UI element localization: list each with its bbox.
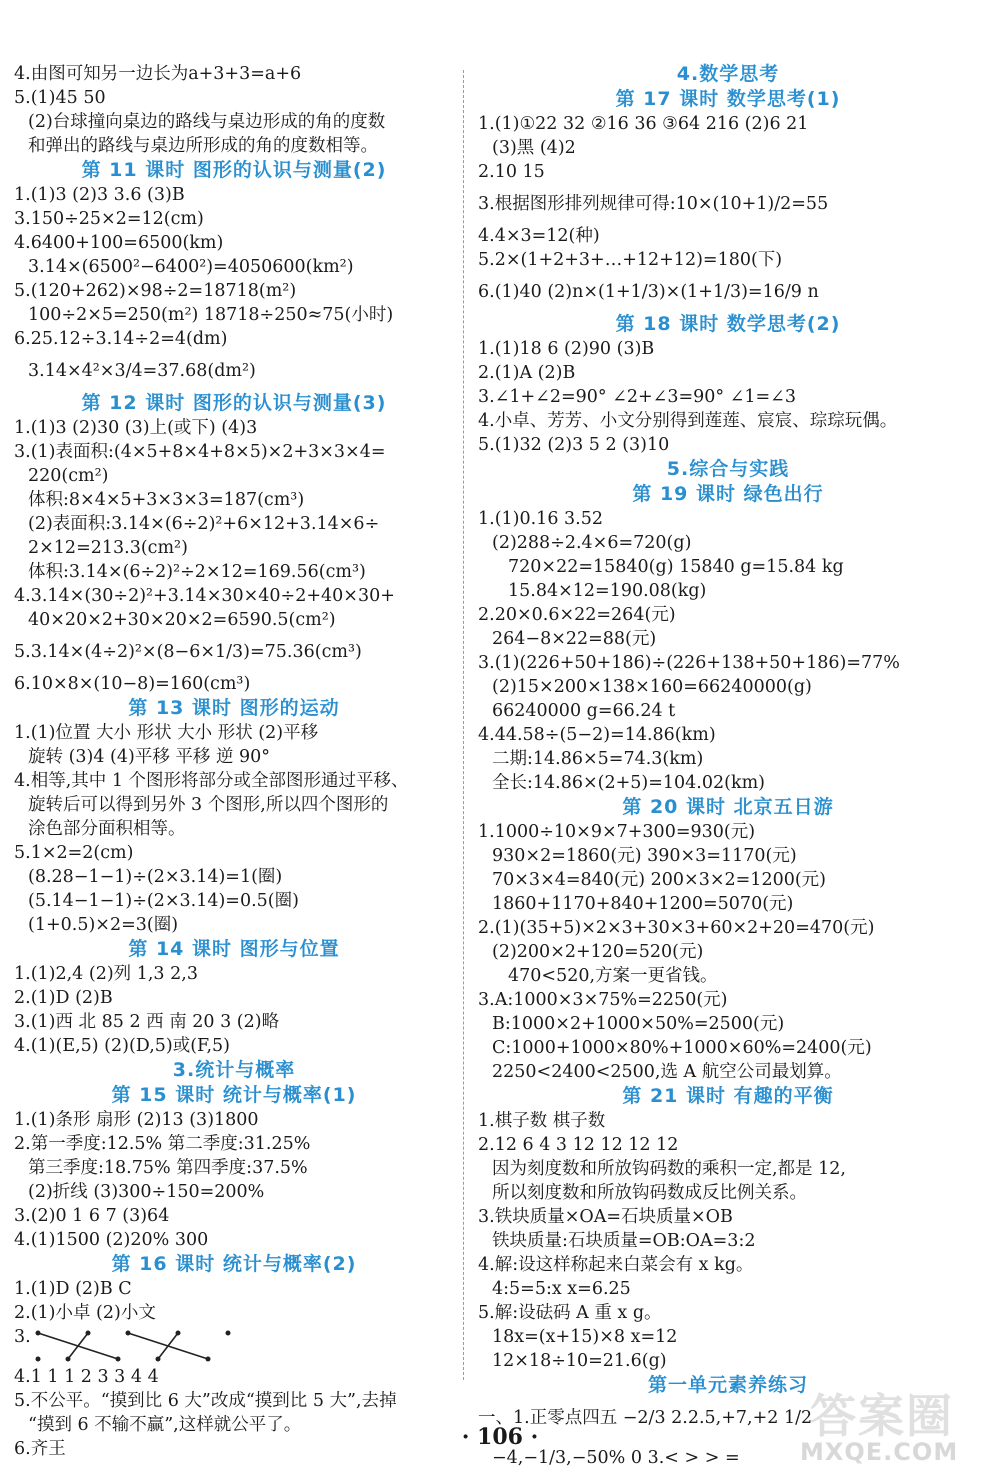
answer-line: 40×20×2+30×20×2=6590.5(cm²) (28, 610, 336, 630)
answer-line: (2)288÷2.4×6=720(g) (492, 533, 692, 553)
answer-line: 4.解:设这样称起来白菜会有 x kg。 (478, 1255, 754, 1275)
answer-line: 旋转 (3)4 (4)平移 平移 逆 90° (28, 747, 271, 767)
answer-line: C:1000+1000×80%+1000×60%=2400(元) (492, 1038, 872, 1058)
answer-line: 4.44.58÷(5−2)=14.86(km) (478, 725, 716, 745)
unit-heading: 3.统计与概率 (172, 1059, 296, 1081)
answer-line: 5.(1)32 (2)3 5 2 (3)10 (478, 435, 670, 455)
answer-line: (5.14−1−1)÷(2×3.14)=0.5(圈) (28, 891, 299, 911)
answer-line: 1.(1)位置 大小 形状 大小 形状 (2)平移 (14, 723, 319, 743)
answer-line: 5.不公平。“摸到比 6 大”改成“摸到比 5 大”,去掉 (14, 1391, 397, 1411)
answer-line: 3.根据图形排列规律可得:10×(10+1)/2=55 (478, 194, 829, 214)
answer-line: 5.3.14×(4÷2)²×(8−6×1/3)=75.36(cm³) (14, 642, 362, 662)
answer-line: 2.(1)D (2)B (14, 988, 113, 1008)
answer-line: B:1000×2+1000×50%=2500(元) (492, 1014, 785, 1034)
page-number: · 106 · (461, 1424, 539, 1450)
answer-line: 220(cm²) (28, 466, 109, 486)
lesson-heading: 第 13 课时 图形的运动 (128, 697, 340, 719)
lesson-heading: 第 17 课时 数学思考(1) (615, 88, 841, 110)
answer-line: 5.(120+262)×98÷2=18718(m²) (14, 281, 297, 301)
answer-line: 4.1 1 1 2 3 3 4 4 (14, 1367, 159, 1387)
answer-line: 5.2×(1+2+3+…+12+12)=180(下) (478, 250, 783, 270)
answer-line: (1+0.5)×2=3(圈) (28, 915, 179, 935)
answer-line: 2.(1)(35+5)×2×3+30×3+60×2+20=470(元) (478, 918, 875, 938)
answer-line: 1.(1)3 (2)3 3.6 (3)B (14, 185, 185, 205)
answer-line: 3.(1)(226+50+186)÷(226+138+50+186)=77% (478, 653, 900, 673)
answer-line: 3.A:1000×3×75%=2250(元) (478, 990, 728, 1010)
answer-line: 2.(1)小卓 (2)小文 (14, 1303, 156, 1323)
answer-line: 70×3×4=840(元) 200×3×2=1200(元) (492, 870, 826, 890)
answer-line: 1860+1170+840+1200=5070(元) (492, 894, 794, 914)
answer-line: 3.(2)0 1 6 7 (3)64 (14, 1206, 170, 1226)
answer-line: (2)15×200×138×160=66240000(g) (492, 677, 812, 697)
matching-line (68, 1333, 88, 1359)
answer-line: 720×22=15840(g) 15840 g=15.84 kg (508, 557, 844, 577)
lesson-heading: 第 11 课时 图形的认识与测量(2) (81, 159, 387, 181)
answer-line: 1.(1)条形 扇形 (2)13 (3)1800 (14, 1110, 259, 1130)
answer-line: 1.棋子数 棋子数 (478, 1111, 606, 1131)
answer-line: 3.14×4²×3/4=37.68(dm²) (28, 361, 256, 381)
answer-line: 3.∠1+∠2=90° ∠2+∠3=90° ∠1=∠3 (478, 387, 796, 407)
answer-line: 6.(1)40 (2)n×(1+1/3)×(1+1/3)=16/9 n (478, 282, 819, 302)
watermark-logo: 答案圈 (810, 1389, 954, 1443)
answer-line: 二期:14.86×5=74.3(km) (492, 749, 704, 769)
unit-heading: 5.综合与实践 (666, 458, 790, 480)
answer-line: 旋转后可以得到另外 3 个图形,所以四个图形的 (28, 795, 389, 815)
answer-line: 第三季度:18.75% 第四季度:37.5% (28, 1158, 308, 1178)
answer-line: (2)表面积:3.14×(6÷2)²+6×12+3.14×6÷ (28, 514, 380, 534)
lesson-heading: 第 20 课时 北京五日游 (622, 796, 834, 818)
answer-line: 5.1×2=2(cm) (14, 843, 134, 863)
lesson-heading: 第 19 课时 绿色出行 (632, 483, 824, 505)
answer-line: (3)黑 (4)2 (492, 138, 576, 158)
watermark-url: MXQE.COM (800, 1438, 959, 1466)
answer-line: 18x=(x+15)×8 x=12 (492, 1327, 678, 1347)
answer-line: 100÷2×5=250(m²) 18718÷250≈75(小时) (28, 305, 394, 325)
lesson-heading: 第 15 课时 统计与概率(1) (111, 1084, 357, 1106)
answer-line: 涂色部分面积相等。 (28, 819, 186, 839)
answer-line: 4:5=5:x x=6.25 (492, 1279, 631, 1299)
answer-line: 4.小卓、芳芳、小文分别得到莲莲、宸宸、琮琮玩偶。 (478, 411, 898, 431)
answer-line: 2.10 15 (478, 162, 545, 182)
answer-line: (2)台球撞向桌边的路线与桌边形成的角的度数 (28, 112, 386, 132)
answer-line: 470<520,方案一更省钱。 (508, 966, 718, 986)
lesson-heading: 第 12 课时 图形的认识与测量(3) (81, 392, 387, 414)
answer-line: 12×18÷10=21.6(g) (492, 1351, 667, 1371)
unit-heading: 4.数学思考 (676, 63, 780, 85)
answer-line: 4.相等,其中 1 个图形将部分或全部图形通过平移、 (14, 771, 409, 791)
answer-line: 3.(1)表面积:(4×5+8×4+8×5)×2+3×3×4= (14, 442, 386, 462)
answer-line: 1.(1)18 6 (2)90 (3)B (478, 339, 655, 359)
lesson-heading: 第 14 课时 图形与位置 (128, 938, 340, 960)
lesson-heading: 第 16 课时 统计与概率(2) (111, 1253, 357, 1275)
answer-line: 体积:8×4×5+3×3×3=187(cm³) (28, 490, 305, 510)
answer-line: 930×2=1860(元) 390×3=1170(元) (492, 846, 797, 866)
column-divider (463, 70, 464, 1380)
answer-line: −4,−1/3,−50% 0 3.< > > = (492, 1448, 740, 1468)
crossing-lines-figure (28, 1329, 258, 1363)
answer-line: 2×12=213.3(cm²) (28, 538, 188, 558)
answer-line: 所以刻度数和所放钩码数成反比例关系。 (492, 1183, 807, 1203)
answer-line: 1.(1)①22 32 ②16 36 ③64 216 (2)6 21 (478, 114, 809, 134)
matching-line (158, 1333, 178, 1359)
answer-line: 铁块质量:石块质量=OB:OA=3:2 (492, 1231, 756, 1251)
answer-line: 4.(1)(E,5) (2)(D,5)或(F,5) (14, 1036, 230, 1056)
lesson-heading: 第 18 课时 数学思考(2) (615, 313, 841, 335)
left-column (14, 62, 454, 1461)
answer-line: 66240000 g=66.24 t (492, 701, 676, 721)
answer-line: 和弹出的路线与桌边所形成的角的度数相等。 (28, 136, 378, 156)
top-dot (226, 1331, 231, 1336)
answer-line: 15.84×12=190.08(kg) (508, 581, 707, 601)
answer-line: 1.(1)0.16 3.52 (478, 509, 603, 529)
answer-line: 一、1.正零点四五 −2/3 2.2.5,+7,+2 1/2 (478, 1408, 813, 1428)
answer-line: 3.14×(6500²−6400²)=4050600(km²) (28, 257, 354, 277)
lesson-heading: 第 21 课时 有趣的平衡 (622, 1085, 834, 1107)
answer-line: 4.4×3=12(种) (478, 226, 600, 246)
bottom-dot (36, 1357, 41, 1362)
question-number: 3. (14, 1327, 31, 1347)
answer-line: 4.由图可知另一边长为a+3+3=a+6 (14, 64, 302, 84)
answer-line: 3.150÷25×2=12(cm) (14, 209, 204, 229)
answer-line: 3.铁块质量×OA=石块质量×OB (478, 1207, 733, 1227)
answer-line: 1.(1)2,4 (2)列 1,3 2,3 (14, 964, 198, 984)
answer-line: 因为刻度数和所放钩码数的乘积一定,都是 12, (492, 1159, 846, 1179)
answer-line: 3.(1)西 北 85 2 西 南 20 3 (2)略 (14, 1012, 280, 1032)
answer-line: 4.(1)1500 (2)20% 300 (14, 1230, 209, 1250)
answer-line: 4.3.14×(30÷2)²+3.14×30×40÷2+40×30+ (14, 586, 395, 606)
answer-line: 4.6400+100=6500(km) (14, 233, 224, 253)
answer-line: 6.10×8×(10−8)=160(cm³) (14, 674, 251, 694)
answer-line: 5.解:设砝码 A 重 x g。 (478, 1303, 662, 1323)
answer-line: 6.齐王 (14, 1439, 66, 1459)
answer-line: 5.(1)45 50 (14, 88, 106, 108)
matching-diagram (14, 1325, 454, 1365)
answer-line: (8.28−1−1)÷(2×3.14)=1(圈) (28, 867, 283, 887)
answer-line: 2.第一季度:12.5% 第二季度:31.25% (14, 1134, 311, 1154)
answer-line: 264−8×22=88(元) (492, 629, 657, 649)
answer-line: 体积:3.14×(6÷2)²÷2×12=169.56(cm³) (28, 562, 366, 582)
answer-line: 1.(1)D (2)B C (14, 1279, 132, 1299)
answer-line: 1.(1)3 (2)30 (3)上(或下) (4)3 (14, 418, 258, 438)
answer-line: 2.12 6 4 3 12 12 12 12 (478, 1135, 679, 1155)
answer-line: 2.20×0.6×22=264(元) (478, 605, 676, 625)
answer-line: 2.(1)A (2)B (478, 363, 576, 383)
right-column (478, 62, 978, 1478)
answer-line: 全长:14.86×(2+5)=104.02(km) (492, 773, 765, 793)
lesson-heading: 第一单元素养练习 (647, 1374, 808, 1396)
answer-line: 2250<2400<2500,选 A 航空公司最划算。 (492, 1062, 842, 1082)
answer-line: 6.25.12÷3.14÷2=4(dm) (14, 329, 228, 349)
answer-line: (2)折线 (3)300÷150=200% (28, 1182, 265, 1202)
answer-line: (2)200×2+120=520(元) (492, 942, 704, 962)
answer-line: “摸到 6 不输不赢”,这样就公平了。 (28, 1415, 302, 1435)
answer-line: 1.1000÷10×9×7+300=930(元) (478, 822, 756, 842)
